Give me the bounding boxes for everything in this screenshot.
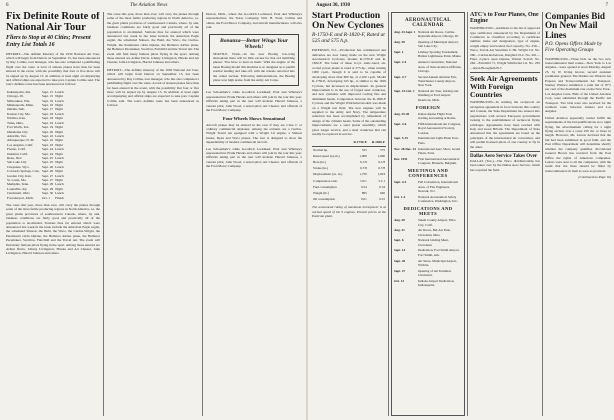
calendar-event: Fifth International Air Congress, Royal Aeronautical Society, London.	[418, 122, 462, 135]
spec-cell: 895	[361, 191, 367, 195]
fix-body-continued: The route this year, more than ever, will carry the planes through some of the most fertile producing regions in North America, i.e. the great plains provinces of southwestern Canada, where, by and, business conditions are fairly good and practically all of the population is air-minded. Stations thus far entered which were announced last week in the issue include the American Eagle eaglet, the scheduled Stinson, the Buhl, the Waco, the Curtiss-Wright, the Paramount cabin biplane, the Bellanca Airbus plane, the Bellanca Pacemaker, Swallow, Fairchild and the Travel Air. The event will find many famous pilots flying in the sport. Among those entered are Arthur Davis, Johnny Livingston, Hawks and Art Chester, John Livingston, Harold Johnson and others.	[107, 12, 199, 65]
spec-cell: 0.54	[361, 184, 367, 189]
schedule-cell: Colorado Springs, Colo.	[7, 169, 40, 174]
companies-deck: P.O. Opens Offers Made by Five Operating Groups	[545, 41, 602, 53]
calendar-entry	[394, 269, 462, 278]
calendar-date: Sept. 15-Oct. 1	[394, 89, 415, 94]
schedule-cell: Sept. 24	[41, 151, 54, 156]
schedule-cell: Lunch	[55, 191, 64, 196]
atc-headline: ATC's to Four Planes, One Engine	[470, 12, 539, 25]
spec-cell: 6.1/8	[360, 159, 367, 164]
spec-cell: Stroke (in.)	[313, 166, 329, 171]
schedule-cell: Sept. 15	[41, 89, 54, 94]
schedule-cell: Night	[55, 186, 63, 191]
running-head-left: The Aviation News	[130, 3, 168, 8]
astor-sub-body: Aircraft planes may be entered in the race if they are Class C or ordinary commercial airplanes. Among the entrants are a Curtiss-Wright Travel Air equipped with a Wright J-6 engine, a Stinson Junior, Ryan and Waco planes. The tour is designed to show the dependability of modern commercial aircraft.	[206, 122, 302, 145]
fix-article-continued	[107, 12, 199, 416]
spec-header: R-1750-E	[349, 139, 367, 146]
calendar-entry	[394, 259, 462, 268]
calendar-event: Opening of Air Terminal, Cincinnati.	[418, 268, 452, 277]
schedule-cell: Louisville, Ky.	[7, 186, 28, 191]
schedule-cell: Lunch	[55, 133, 64, 138]
calendar-date: Aug. 31	[394, 228, 405, 233]
schedule-cell: Night	[55, 116, 63, 121]
spec-cell: Oil consumption	[313, 197, 336, 202]
schedule-cell: Sept. 19	[41, 120, 54, 125]
schedule-cell: Night	[55, 103, 63, 108]
calendar-entry	[394, 218, 462, 227]
calendar-entry	[394, 180, 462, 193]
spec-cell: 940	[380, 191, 385, 195]
calendar-title: AERONAUTICAL CALENDAR	[405, 18, 451, 28]
foreign-title: FOREIGN	[415, 104, 441, 110]
schedule-cell: Salt Lake City	[7, 160, 27, 165]
spec-header	[312, 139, 349, 146]
schedule-cell: Night	[55, 129, 63, 134]
column-rule	[388, 12, 389, 416]
spec-cell: Rated speed (r.p.m.)	[313, 153, 340, 158]
calendar-event: First International Aeronautical Congress, Brussels, Belgium.	[418, 156, 460, 165]
start-body: PATERSON, N.J.—Production has commenced and deliveries are now being made on the new Wright Aeronautical Cyclones, models R-1750-E and R-1820-F. The latest of these 9-cyl. static-rated, air-cooled power plants is rated at 575 hp., when turning 1900 r.p.m., though it is said to be capable of developing more than 600 hp. at 2,100 r.p.m. Model R-1750-E, developing 525 hp., is similar to the 1929 Cyclone, but increased in displacement. Its greatest improvement is in the use of forged steel crankcase, and new cylinders with improved cooling fins and aluminum heads. Comparison between the R-1820-F Cyclone and the Wright Whirlwind models was made on a Wright test field. The new engines will be supplied to the Army and Navy. The temperature reduction has been accomplished by refinement of design of the cylinder heads. Some of the outstanding improvements are a steel piston assembly, which gives longer service, and a steel crankcase that can readily be replaced in service.	[312, 48, 386, 136]
spec-header: R-1820-F	[368, 139, 386, 146]
calendar-date: Sept. 27	[394, 268, 406, 273]
start-article	[312, 12, 386, 416]
calendar-date: Aug. 30	[394, 218, 405, 223]
schedule-cell: Lunch	[55, 89, 64, 94]
calendar-entry	[394, 238, 462, 247]
calendar-event: National Aeronautical Safety Conference, Washington, D.C.	[418, 194, 459, 203]
spec-cell: Normal hp.	[313, 147, 329, 152]
fix-body-more: DETROIT—The definite itinerary of the 1930 National Air Tour, which will begin from Detroit on September 15, has been announced by Ray Collins, tour manager, who has also completed a pathfinding flight over the route. A total of sixteen planes have thus far been entered in the event, with the possibility that four or five more will be signed up by August 15. In addition at least eight accompanying and official ships are expected to take part, Captain Collins said. The tour's definite route has been announced as follows:	[107, 67, 199, 108]
calendar-event: National Air Tour, starting and finishing at Ford Airport, Dearborn, Mich.	[418, 89, 459, 102]
schedule-cell: Lunch	[55, 173, 64, 178]
page-number-right: 7	[605, 3, 608, 8]
spec-note: The announced rating of maximum horsepower is at normal speed of the 9 engines. Present prices at the Paterson plant.	[312, 205, 386, 219]
spec-cell: 6.7/8	[378, 166, 385, 171]
calendar-entry	[394, 228, 462, 237]
schedule-cell: Sept. 24	[41, 147, 54, 152]
calendar-event: International Aero Show, Grand Palais, Paris.	[418, 146, 461, 155]
spec-cell: 575	[380, 147, 385, 152]
column-rule	[103, 12, 104, 416]
spec-cell: Displacement (cu. in.)	[313, 172, 343, 177]
bonanza-box	[209, 34, 299, 87]
spec-cell: 6.1/8	[378, 159, 385, 164]
calendar-event: Air Races, Bel-Air Park, Cleveland, Ohio.	[418, 228, 451, 237]
schedule-cell: Night	[55, 142, 63, 147]
bonanza-title: Bonanza—Better Wings Your Wheels!	[220, 37, 288, 50]
atc-article	[470, 12, 540, 416]
folio-date: August 30, 1930	[316, 3, 351, 8]
calendar-date: Sept. 2-4	[394, 60, 407, 65]
calendar-entry	[394, 75, 462, 88]
spec-cell: 1,900	[377, 153, 385, 158]
bonanza-body: SEATTLE, Wash.—In the new Boeing low-wing monoplane there will be little excuse for that old bumbling phrase: 'You have to land on them.' With the engine of the latest Boeing model this machine is so designed as to permit normal landing and take-off, with the wheels retracted into the center section. Following demonstrations, the Boeing plane won high praise from the Army Air Corps.	[213, 51, 295, 83]
schedule-cell: Sept. 30	[41, 191, 54, 196]
schedule-cell: Albuquerque, N. M.	[7, 138, 35, 143]
column-rule	[467, 12, 468, 416]
schedule-cell: Lunch	[55, 120, 64, 125]
calendar-event: Annual Convention, National Assn. of State Aviation Officials, Chicago.	[418, 60, 462, 73]
schedule-cell: Sept. 26	[41, 169, 54, 174]
calendar-entry	[394, 122, 462, 135]
calendar-event: Second Annual Aviation Fair, Westchester County Airport, New York.	[418, 74, 457, 88]
astor-subheading: Four Wheels Shows Sensational	[222, 115, 286, 121]
schedule-cell: Sept. 17	[41, 107, 54, 112]
schedule-cell: Lunch	[55, 182, 64, 187]
calendar-date: Sept. 14	[394, 248, 406, 253]
spec-cell: 525	[361, 147, 367, 152]
calendar-date: Sept. 3-6	[394, 122, 407, 127]
schedule-cell: Night	[55, 151, 63, 156]
calendar-event: Salem County Airport, Yuba City, Calif.	[418, 218, 456, 227]
calendar-event: International Light Plane Tour, Paris.	[418, 136, 459, 145]
dedications-list	[394, 218, 462, 287]
schedule-cell: Sept. 18	[41, 111, 54, 116]
aeronautical-calendar	[391, 12, 465, 416]
meetings-list	[394, 180, 462, 203]
schedule-cell: Night	[55, 138, 63, 143]
spec-row	[312, 196, 386, 202]
start-deck: R-1750-E and R-1820-F, Rated at 525 and 575 h.p.	[312, 32, 385, 45]
schedule-cell: Oklahoma City	[7, 129, 28, 134]
calendar-event: Air Show, Municipal Airport, Wichita.	[418, 258, 457, 267]
calendar-date: Oct. 12	[394, 278, 405, 283]
schedule-cell: Cheyenne, Wyo.	[7, 164, 30, 169]
schedule-cell: Night	[55, 107, 63, 112]
schedule-cell: Sept. 27	[41, 177, 54, 182]
spec-cell: Fuel consumption	[313, 184, 337, 189]
agreements-headline: Seek Air Agreements With Foreign Countries	[470, 74, 538, 99]
calendar-list	[394, 30, 462, 102]
spec-cell: Weight (lb.)	[313, 191, 329, 195]
schedule-cell: Sept. 15	[41, 94, 54, 99]
schedule-cell: Sept. 22	[41, 133, 54, 138]
schedule-cell: Milwaukee, Wis.	[7, 98, 31, 103]
divider	[470, 72, 540, 73]
calendar-date: Oct. 1-4	[394, 194, 406, 199]
spec-cell: 1,900	[359, 153, 367, 158]
spec-cell: 1,823	[377, 172, 385, 177]
calendar-entry	[394, 112, 462, 121]
calendar-entry	[394, 40, 462, 49]
schedule-cell: Lunch	[55, 98, 64, 103]
schedule-cell: Garden City, Kan.	[7, 173, 32, 178]
calendar-entry	[394, 30, 462, 39]
schedule-cell: Oakland, Calif.	[7, 151, 28, 156]
agreements-body: WASHINGTON—In sending the reciprocal air navigation agreement in force between this country and Canada, the State Department has entered into negotiations with several European governments looking to the establishment of reciprocal flying privileges. Agreements have been reached with Italy and Great Britain. The Department of State announced that the agreements are based on the principles of the international air convention, and will permit licensed pilots of one country to fly in the other.	[470, 100, 540, 149]
schedule-cell: Night	[55, 125, 63, 130]
continued-note: (Continued on Page 16)	[578, 175, 611, 180]
calendar-entry	[394, 50, 462, 59]
schedule-cell: Sept. 16	[41, 98, 54, 103]
calendar-date: Sept. 5-15	[394, 136, 408, 141]
divider	[470, 151, 540, 152]
schedule-cell: Finish	[55, 195, 64, 200]
astor-article	[206, 12, 302, 416]
schedule-cell: Fresno, Calif.	[7, 147, 26, 152]
schedule-cell: Lunch	[55, 111, 64, 116]
schedule-cell: Tulsa, Okla.	[7, 120, 24, 125]
column-rule	[202, 12, 203, 416]
schedule-cell: Indianapolis, Ind.	[7, 89, 31, 94]
astor-sub-body-more: Lee Schoenhair's white Goodrich Lockheed; Pratt and Whitney's representatives Frank Hawks and others will join in the tour this year. Officials taking part in the tour will include: Harold Johnson, a veteran pilot; John Wood, a noted pilot; Art Chester, and officials of the Ford Motor Company.	[206, 146, 302, 169]
schedule-cell: Los Angeles, Calif.	[7, 142, 34, 147]
schedule-cell: Night	[55, 94, 63, 99]
right-page	[308, 0, 614, 420]
engine-spec-table	[312, 139, 386, 202]
schedule-cell: Lunch	[55, 147, 64, 152]
schedule-cell: Sept. 20	[41, 129, 54, 134]
schedule-cell: Sept. 23	[41, 142, 54, 147]
schedule-cell: Wichita, Kan.	[7, 116, 26, 121]
spec-cell: 0.01	[379, 197, 385, 202]
schedule-cell: Oct. 1	[41, 195, 51, 200]
schedule-cell: Night	[55, 160, 63, 165]
schedule-cell: Sept. 25	[41, 155, 54, 160]
schedule-cell: Minneapolis, Minn.	[7, 103, 34, 108]
calendar-date: Nov. 28-Dec. 14	[394, 146, 416, 151]
schedule-cell: St. Louis, Mo.	[7, 177, 27, 182]
schedule-cell: Sept. 18	[41, 116, 54, 121]
companies-article	[545, 12, 611, 416]
calendar-date: Sept. 20	[394, 258, 406, 263]
dedications-title: DEDICATIONS AND MEETS	[403, 206, 453, 217]
calendar-event: Fall Convention, International Assn. of Fire Engineers, Newark, N.J.	[418, 180, 458, 193]
fix-lead: DETROIT—The definite itinerary of the 1930 National Air Tour, which will begin from Detroit on September 15, has been announced by Ray Collins, tour manager, who has also completed a pathfinding flight over the route. A total of sixteen planes have thus far been entered in the event, with the possibility that four or five more will be signed up by August 15. In addition at least eight accompanying and official ships are expected to take part, Captain Collins said. The tour's definite route has been announced as follows:	[6, 51, 100, 87]
tour-schedule	[6, 90, 65, 200]
schedule-row	[6, 196, 65, 200]
schedule-cell: Lunch	[55, 164, 64, 169]
schedule-cell: Memphis, Tenn.	[7, 182, 30, 187]
calendar-entry	[394, 195, 462, 204]
astor-intro: Detroit, Mich., where the Goodrich Lockheed, Pratt and Whitney's representatives, the Texas Company, Wm. B. Stout, Collins and others, the Ford Motor Company, and aircraft manufacturers, will also join.	[206, 12, 302, 30]
spec-cell: Compression ratio	[313, 178, 338, 183]
page-number-left: 6	[6, 3, 9, 8]
calendar-date: Aug. 23-Sept. 1	[394, 30, 416, 34]
schedule-cell: Sept. 19	[41, 125, 54, 130]
schedule-cell: Sept. 16	[41, 103, 54, 108]
schedule-cell: Omaha, Neb.	[7, 107, 25, 112]
spec-cell: 1,750	[359, 172, 367, 177]
schedule-cell: Sept. 29	[41, 186, 54, 191]
calendar-entry	[394, 60, 462, 73]
meetings-title: MEETINGS AND CONFERENCES	[407, 168, 449, 179]
calendar-date: Sept. 1	[394, 50, 404, 55]
spec-row	[312, 146, 386, 153]
calendar-event: Opening of Municipal Airport, Salt Lake City.	[418, 40, 459, 49]
spec-cell: 5.1:1	[378, 178, 385, 183]
spec-cell: 0.54	[379, 184, 385, 189]
spec-cell: 6.7/8	[360, 166, 367, 171]
schedule-cell: Sept. 27	[41, 173, 54, 178]
schedule-cell: Sept. 25	[41, 160, 54, 165]
calendar-date: Sept. 6	[394, 238, 404, 243]
calendar-entry	[394, 248, 462, 257]
calendar-entry	[394, 279, 462, 288]
schedule-row	[6, 169, 65, 173]
schedule-cell: Night	[55, 169, 63, 174]
schedule-cell: Sept. 22	[41, 138, 54, 143]
schedule-cell: Reno, Nev.	[7, 155, 23, 160]
atc-body: WASHINGTON—Additions to the list of approved type certificates announced by the Department of Commerce as classified according to certificate number, make and designation, type of engine, weight empty and loaded, fuel capacity. No. 259—Waco, Travel-Air Stearman C-3R, Wright J-6. No. 260—Curtiss-Robertson, Kingbird D-2. No. 261—Fleet, 2-place open biplane, Warner Scarab. No. 262—Fairchild 71, Wright Whirlwind J-6. No. 263—Ryan Brougham B-7.	[470, 26, 540, 70]
calendar-date: Sept. 4-7	[394, 74, 407, 79]
schedule-cell: Ford Airport, Mich.	[7, 195, 34, 200]
start-headline: Start Production On New Cyclones	[312, 12, 384, 31]
fix-headline: Fix Definite Route of National Air Tour	[6, 12, 100, 33]
spec-cell: Bore (in.)	[313, 159, 326, 164]
astor-lower-body: Lee Schoenhair's white Goodrich Lockheed; Pratt and Whitney's representatives Frank Hawks and others will join in the tour this year. Officials taking part in the tour will include: Harold Johnson, a veteran pilot; John Wood, a noted pilot; Art Chester, and officials of the Ford Motor Company.	[206, 90, 302, 113]
fix-deck: Fliers to Stop at 40 Cities; Present Entry List Totals 16	[6, 35, 91, 48]
dallas-headline: Dallas Aero Service Takes Over	[470, 153, 538, 159]
calendar-event: Dedication, Fort Smith Airport, Fort Smith, Ark.	[418, 248, 460, 257]
schedule-cell: Kansas City, Mo.	[7, 111, 31, 116]
schedule-cell: Cincinnati, Ohio	[7, 191, 30, 196]
spec-cell: 5.0:1	[360, 178, 367, 183]
schedule-cell: Night	[55, 177, 63, 182]
schedule-cell: Fort Worth, Tex.	[7, 125, 30, 130]
calendar-date: Dec. 1931	[394, 156, 408, 161]
schedule-cell: Chicago, Ill.	[7, 94, 24, 99]
calendar-event: National Air Races, Curtiss-Reynolds Airport, Chicago, Ill.	[418, 30, 459, 39]
schedule-cell: Sept. 26	[41, 164, 54, 169]
foreign-list	[394, 112, 462, 165]
calendar-event: National Gliding Meet, Cleveland.	[418, 238, 449, 247]
calendar-entry	[394, 157, 462, 166]
companies-headline: Companies Bid On New Mail Lines	[545, 12, 605, 40]
schedule-cell: Sept. 29	[41, 182, 54, 187]
calendar-date: Aug. 25-30	[394, 111, 410, 116]
calendar-entry	[394, 147, 462, 156]
fix-article	[6, 12, 100, 416]
fix-body: The route this year, more than ever, will carry the planes through some of the most fertile producing regions in North America, i.e. the great plains provinces of southwestern Canada, where, by and, business conditions are fairly good and practically all of the population is air-minded. Stations thus far entered which were announced last week in the issue include the American Eagle eaglet, the scheduled Stinson, the Buhl, the Waco, the Curtiss-Wright, the Paramount cabin biplane, the Bellanca Airbus plane, the Bellanca Pacemaker, Swallow, Fairchild and the Travel Air. The event will find many famous pilots flying in the sport. Among those entered are Arthur Davis, Johnny Livingston, Hawks and Art Chester, John Livingston, Harold Johnson and others.	[6, 203, 100, 256]
schedule-cell: Lunch	[55, 155, 64, 160]
calendar-date: Sept. 4-5	[394, 180, 407, 185]
dallas-body: DALLAS (Tex.)—The Waco distributorship has been taken over by the Dallas Aero Service, which has acquired the field.	[470, 159, 540, 172]
calendar-entry	[394, 89, 462, 102]
companies-body-2: United Aviation apparently cannot fulfill the requirements of the bid qualifications as to night flying, the advertisement calling for a night flying section over a route 250 mi. or more in length. However, Mr. Larson declared that the bid had been submitted in good faith, and the Post Office Department will determine shortly whether the company qualifies. Provisional General Brown has received from the Post Office the rights of American companies. Letters were sent to all the companies, with the result that the lines should be filled by transcontinental air mail as soon as practical.	[545, 115, 611, 173]
companies-body: WASHINGTON—Three bids on the two new transcontinental mail routes—New York to Los Angeles—were opened at noon Monday, August 25, by W. Irving Glover, second assistant postmaster general. The bidders are Western Air Express and Transcontinental Air Transport. Stanley Wallace submitted a joint bid of 87½ per cent of the maximum rate on the New York–Los Angeles route. Bids of the United Aviation Corp. were submitted through the Pacific Air Transport. Two bids were also received for the southern route between Atlanta and Los Angeles.	[545, 56, 611, 114]
calendar-event: Indiana Airport Dedication, Indianapolis.	[418, 278, 455, 288]
schedule-cell: Amarillo, Tex.	[7, 133, 27, 138]
calendar-event: Italian Alpine Flight Tour, starting and ending at Rome.	[418, 111, 456, 121]
calendar-entry	[394, 136, 462, 145]
calendar-event: Lindsey Sporting Tournament, Ballast Lighthouse Point, Maine.	[418, 50, 462, 59]
column-rule	[542, 12, 543, 416]
calendar-date: Aug. 30	[394, 40, 405, 45]
spec-cell: 0.01	[361, 197, 367, 202]
